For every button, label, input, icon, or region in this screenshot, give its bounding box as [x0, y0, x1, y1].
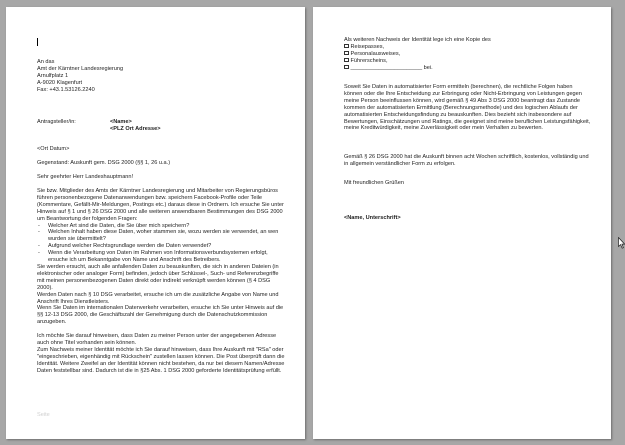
body-text	[37, 188, 285, 375]
subject-line: Gegenstand: Auskunft gem. DSG 2000 (§§ 1, 26 u.a.)	[37, 160, 171, 166]
paragraph: Werden Daten nach § 10 DSG verarbeitet, ersuche ich um die zusätzliche Angabe von Name und Anschrift Ihres Dienstleisters.	[37, 291, 279, 305]
question-list	[37, 223, 285, 264]
checkbox-option[interactable]: _______________________ bei.	[344, 65, 589, 72]
question-item: - Aufgrund welcher Rechtsgrundlage werden die Daten verwendet?	[37, 243, 285, 250]
checkbox-icon	[344, 44, 349, 49]
paragraph: Wenn Sie Daten im internationalen Datenverkehr verarbeiten, ersuche ich Sie unter Hinweis auf die §§ 12-13 DSG 2000, die Geschäftszahl der Genehmigung durch die Datenschutzkommission anzugeben.	[37, 305, 284, 326]
mouse-pointer-icon	[618, 237, 625, 249]
checkbox-icon	[344, 65, 349, 70]
identity-section	[344, 37, 589, 72]
date-placeholder: <Ort Datum>	[37, 146, 70, 152]
checkbox-option[interactable]: Reisepasses,	[344, 44, 589, 51]
document-page-1[interactable]	[6, 7, 305, 439]
checkbox-option[interactable]: Führerscheins,	[344, 58, 589, 65]
question-item: - Welcher Art sind die Daten, die Sie über mich speichern?	[37, 223, 285, 230]
recipient-line: Arnulfplatz 1	[37, 72, 69, 79]
recipient-line: Fax: +43.1.53126.2240	[37, 86, 95, 93]
recipient-address	[37, 59, 277, 94]
salutation: Sehr geehrter Herr Landeshauptmann!	[37, 174, 134, 180]
paragraph: Zum Nachweis meiner Identität möchte ich Sie darauf hinweisen, dass Ihre Auskunft mit "RSa" oder "eingeschrieben, eigenhändig mit Rückschein" zustellen lassen können. Die Post überprüft dann die Identität. Weitere Zweifel an der Identität können nicht bestehen, da nur bei diesem Namen/Adresse Daten feststellbar sind. Dadurch ist die in §25 Abs. 1 DSG 2000 geforderte Identitätsprüfung erfüllt.	[37, 346, 285, 374]
automated-decision-paragraph: Soweit Sie Daten in automatisierter Form ermitteln (berechnen), die rechtliche Folgen haben können oder die Ihre Entscheidung zur Erbringung oder Nicht-Erbringung von Leistungen gegen meine Person beeinflussen können, wird gemäß § 49 Abs 3 DSG 2000 beantragt das Zustande kommen der automatisierten Ermittlung (Berechnungsmethode) und des logischen Ablaufs der automatisierten Entscheidungsfindung zu beauskunften. Dies bezieht sich insbesondere auf Bewertungen, Einschätzungen und Ratings, die geeignet sind meine beruflichen Leistungsfähigkeit, meine Kreditwürdigkeit, meine Zuverlässigkeit oder mein Verhalten zu bewerten.	[344, 84, 591, 132]
question-item: - Welchen Inhalt haben diese Daten, woher stammen sie, wozu werden sie verwendet, an wen wurden sie übermittelt?	[37, 229, 285, 243]
checkbox-icon	[344, 51, 349, 56]
question-item: - Wenn die Verarbeitung von Daten im Rahmen von Informationsverbundsystemen erfolgt, ersuche ich um Bekanntgabe von Name und Anschrift des Betreibers.	[37, 250, 285, 264]
applicant-name: <Name>	[110, 119, 132, 125]
recipient-line: An das	[37, 59, 55, 65]
checkbox-icon	[344, 58, 349, 63]
identity-intro: Als weiteren Nachweis der Identität lege ich eine Kopie des	[344, 37, 491, 43]
page-footer-hint: Seite	[37, 412, 50, 418]
paragraph: Ich möchte Sie darauf hinweisen, dass Daten zu meiner Person unter der angegebenen Adresse auch ohne Titel vorhanden sein können.	[37, 333, 277, 347]
text-cursor	[37, 38, 38, 46]
document-page-2[interactable]	[313, 7, 611, 439]
signature-placeholder: <Name, Unterschrift>	[344, 215, 401, 221]
intro-paragraph: Sie bzw. Mitglieder des Amts der Kärntner Landesregierung und Mitarbeiter von Regierungsbüros führen personenbezogene Datenanwendungen bzw. speichern Facebook-Profile oder Teile (Kommentare, Gefällt-Mir-Meldungen, Postings etc.) daraus diese in Ordnern. Ich ersuche Sie unter Hinweis auf § 1 und § 26 DSG 2000 und alle weiteren anwendbaren Bestimmungen des DSG 2000 um Beantwortung der folgenden Fragen:	[37, 188, 284, 222]
applicant-label: Antragsteller/in:	[37, 119, 76, 125]
paragraph: Sie werden ersucht, auch alle anfallenden Daten zu beauskunften, die sich in anderen Dateien (in elektronischer oder analoger Form) befinden, jedoch über Schlüssel-, Such- und Referenzbegriffe mit meinen personenbezogenen Daten direkt oder indirekt verknüpft werden können (§ 4 DSG 2000).	[37, 263, 279, 291]
applicant-address: <PLZ Ort Adresse>	[110, 126, 161, 132]
recipient-line: Amt der Kärntner Landesregierung	[37, 65, 124, 72]
recipient-line: A-9020 Klagenfurt	[37, 79, 83, 86]
deadline-paragraph: Gemäß § 26 DSG 2000 hat die Auskunft binnen acht Wochen schriftlich, kostenlos, vollständig und in allgemein verständlicher Form zu erfolgen.	[344, 154, 589, 167]
checkbox-option[interactable]: Personalausweises,	[344, 51, 589, 58]
closing-line: Mit freundlichen Grüßen	[344, 180, 405, 186]
